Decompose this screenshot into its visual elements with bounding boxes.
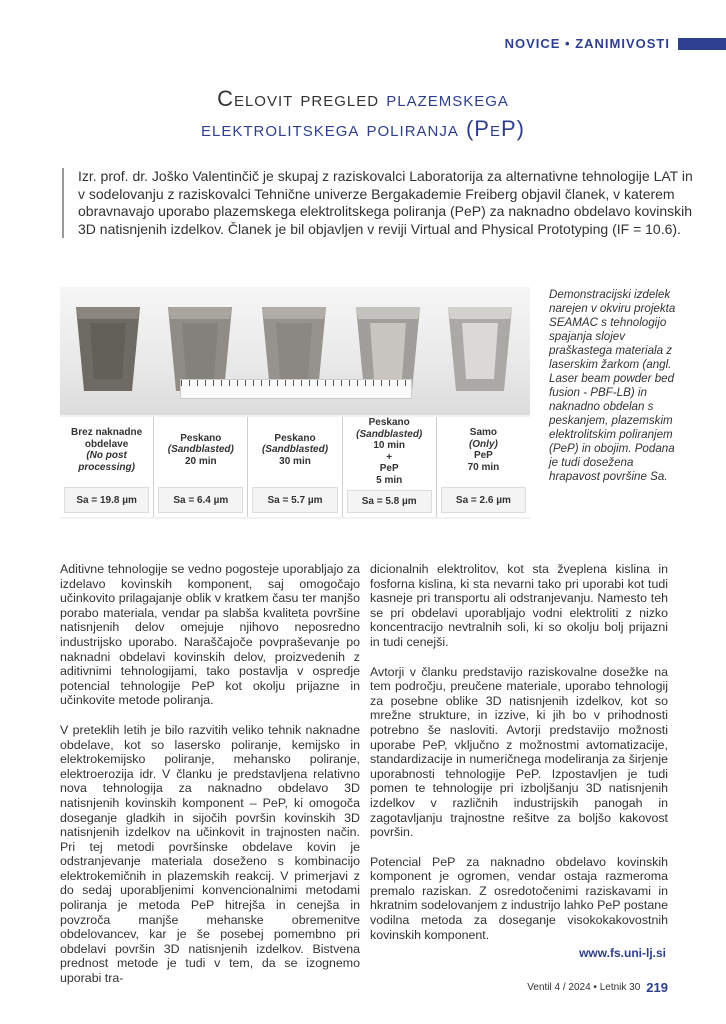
section-bar xyxy=(678,38,726,50)
part-image-5 xyxy=(440,299,520,399)
process-label: Samo (Only) PeP 70 min xyxy=(467,427,500,473)
process-label: Brez naknadne obdelave (No post processing) xyxy=(71,427,143,473)
roughness-value: Sa = 19.8 µm xyxy=(64,487,149,513)
figure xyxy=(60,287,530,519)
website-link[interactable]: www.fs.uni-lj.si xyxy=(579,946,666,960)
roughness-value: Sa = 5.7 µm xyxy=(252,487,337,513)
issue-info: Ventil 4 / 2024 • Letnik 30 xyxy=(527,982,641,993)
process-label: Peskano (Sandblasted) 30 min xyxy=(261,432,329,467)
page-number: 219 xyxy=(646,980,668,995)
figure-photo xyxy=(60,287,530,415)
table-column xyxy=(343,417,437,517)
paragraph: Potencial PeP za naknadno obdelavo kovinskih komponent je ogromen, vendar ostaja razmeroma premalo raziskan. Z osredotočenimi raziskavami in hkratnim sodelovanjem z industrijo lahko PeP postane vodilna metoda za doseganje visokokakovostnih kovinskih komponent. xyxy=(370,854,668,942)
lead-paragraph: Izr. prof. dr. Joško Valentinčič je skupaj z raziskovalci Laboratorija za alternativne tehnologije LAT in v sodelovanju z raziskovalci Tehnične univerze Bergakademie Freiberg objavil članek, v katerem obravnavajo uporabo plazemskega elektrolitskega poliranja (PeP) za naknadno obdelavo kovinskih 3D natisnjenih izdelkov. Članek je bil objavljen v reviji Virtual and Physical Prototyping (IF = 10.6). xyxy=(62,168,698,238)
part-image-1 xyxy=(68,299,148,399)
body-column-left xyxy=(60,562,360,1001)
title-part-2: plazemskega xyxy=(386,86,509,111)
body-column-right xyxy=(370,562,668,957)
roughness-value: Sa = 6.4 µm xyxy=(158,487,243,513)
table-column xyxy=(154,417,248,517)
process-label: Peskano (Sandblasted) 10 min + PeP 5 min xyxy=(356,417,423,486)
table-column xyxy=(60,417,154,517)
paragraph: dicionalnih elektrolitov, kot sta žveplena kislina in fosforna kislina, ki sta nevarni tako pri uporabi kot tudi kasneje pri transportu ali odstranjevanju. Namesto teh se pri obdelavi uporabljajo vodni elektroliti z nizko koncentracijo nevtralnih soli, ki so okolju bolj prijazni in tudi cenejši. xyxy=(370,562,668,649)
paragraph: Aditivne tehnologije se vedno pogosteje uporabljajo za izdelavo kovinskih komponent, saj omogočajo učinkovito prilagajanje oblik v kratkem času ter manjšo porabo materiala, vendar pa slabša kvaliteta površine natisnjenih delov omejuje njihovo neposredno industrijsko uporabo. Naraščajoče povpraševanje po naknadni obdelavi kovinskih delov, proizvedenih z aditivnimi tehnologijami, tako postavlja v ospredje potencial tehnologije PeP kot okolju prijazne in učinkovite metode poliranja. xyxy=(60,562,360,708)
section-header xyxy=(505,36,726,51)
scale-ruler xyxy=(180,379,412,399)
section-label: NOVICE • ZANIMIVOSTI xyxy=(504,36,670,51)
table-column xyxy=(437,417,530,517)
roughness-value: Sa = 2.6 µm xyxy=(441,487,526,513)
figure-caption: Demonstracijski izdelek narejen v okviru projekta SEAMAC s tehnologijo spajanja slojev praškastega materiala z laserskim žarkom (angl. Laser beam powder bed fusion - PBF-LB) in naknadno obdelan s peskanjem, plazemskim elektrolitskim poliranjem (PeP) in obojim. Podana je tudi dosežena hrapavost površine Sa. xyxy=(549,288,676,483)
process-label: Peskano (Sandblasted) 20 min xyxy=(167,432,234,467)
title-part-1: Celovit pregled xyxy=(217,86,387,111)
paragraph: Avtorji v članku predstavijo raziskovalne dosežke na tem področju, preučene materiale, uporabo tehnologij za posebne oblike 3D natisnjenih izdelkov, kot so mrežne strukture, in izzive, ki jih bo v prihodnosti potrebno še nasloviti. Avtorji predstavijo možnosti uporabe PeP, vključno z možnostmi avtomatizacije, standardizacije in numeričnega modeliranja za širjenje uporabnosti tehnologije PeP. Izpostavljen je tudi pomen te tehnologije pri izboljšanju 3D natisnjenih izdelkov v različnih industrijskih panogah in zagotavljanju trajnostne rešitve za boljšo kakovost površin. xyxy=(370,664,668,840)
title-part-3: elektrolitskega poliranja (PeP) xyxy=(201,116,525,141)
figure-table xyxy=(60,417,530,517)
article-title xyxy=(0,84,726,144)
roughness-value: Sa = 5.8 µm xyxy=(347,490,432,513)
table-column xyxy=(248,417,342,517)
paragraph: V preteklih letih je bilo razvitih veliko tehnik naknadne obdelave, kot so lasersko poliranje, kemijsko in elektrokemijsko poliranje, mehansko poliranje, elektroerozija idr. V članku je predstavljena relativno nova tehnologija za naknadno obdelavo 3D natisnjenih kovinskih komponent – PeP, ki omogoča doseganje gladkih in sijočih površin kovinskih 3D natisnjenih izdelkov na učinkovit in trajnosten način. Pri tej metodi površinske obdelave kovin je odstranjevanje materiala doseženo s kombinacijo elektrokemičnih in plazemskih reakcij. V primerjavi z do sedaj uporabljenimi konvencionalnimi metodami poliranja je metoda PeP hitrejša in cenejša in povzroča manjše mehanske obremenitve obdelovancev, kar je še posebej pomembno pri obdelavi površin 3D natisnjenih izdelkov. Bistvena prednost metode je tudi v tem, da se izognemo uporabi tra- xyxy=(60,722,360,986)
page-footer xyxy=(527,980,668,995)
